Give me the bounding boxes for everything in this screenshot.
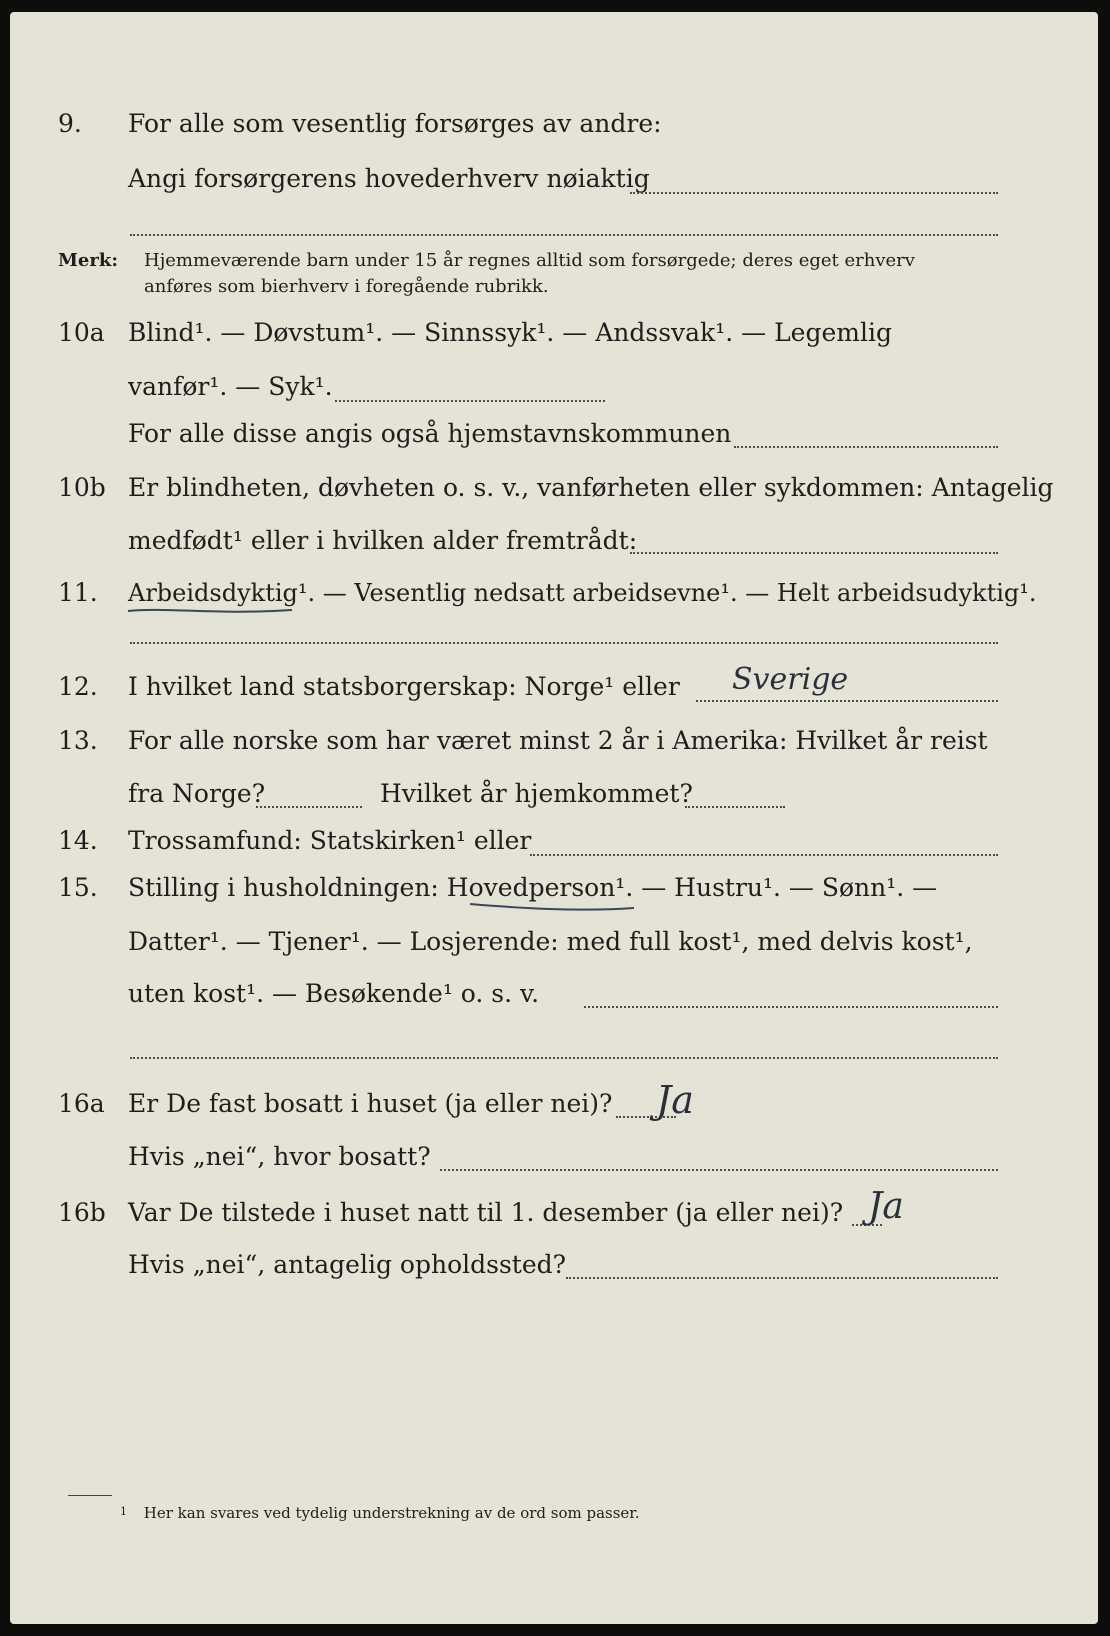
answer-field[interactable] [130,642,998,644]
footnote [120,1504,640,1522]
answer-field[interactable] [630,192,998,194]
footnote-mark: 1 [120,1505,127,1518]
item-number: 10a [58,318,105,347]
item-question: Stilling i husholdningen: Hovedperson¹. — Hustru¹. — Sønn¹. — [128,873,938,902]
item-question: Hvis „nei“, antagelig opholdssted? [128,1250,567,1279]
item-question: I hvilket land statsborgerskap: Norge¹ eller [128,672,680,701]
handwritten-answer: Ja [868,1186,904,1227]
item-number: 11. [58,578,98,607]
item-question: Angi forsørgerens hovederhverv nøiaktig [128,164,650,193]
item-question: Blind¹. — Døvstum¹. — Sinnssyk¹. — Andssvak¹. — Legemlig [128,318,892,347]
footnote-rule [68,1495,112,1496]
item-number: 10b [58,473,106,502]
item-question: Hvis „nei“, hvor bosatt? [128,1142,431,1171]
item-number: 9. [58,109,82,138]
answer-field[interactable] [734,446,998,448]
answer-field[interactable] [256,806,362,808]
handwritten-answer: Sverige [732,662,849,697]
answer-field[interactable] [584,1006,998,1008]
item-question: For alle norske som har været minst 2 år i Amerika: Hvilket år reist [128,726,988,755]
item-question: vanfør¹. — Syk¹. [128,372,333,401]
handwritten-answer: Ja [656,1078,694,1122]
item-number: 14. [58,826,98,855]
item-number: 15. [58,873,98,902]
merk-label: Merk: [58,250,118,271]
merk-note [58,248,915,274]
answer-field[interactable] [630,552,998,554]
merk-text: anføres som bierhverv i foregående rubrikk. [144,276,549,297]
footnote-text: Her kan svares ved tydelig understrekning av de ord som passer. [143,1504,640,1522]
item-question: For alle disse angis også hjemstavnskommunen [128,419,732,448]
merk-note-line2 [144,274,549,300]
answer-field[interactable] [440,1169,998,1171]
item-question: Trossamfund: Statskirken¹ eller [128,826,532,855]
answer-field[interactable] [130,234,998,236]
item-number: 13. [58,726,98,755]
item-question: fra Norge? [128,779,266,808]
item-question: medfødt¹ eller i hvilken alder fremtrådt: [128,526,638,555]
answer-field[interactable] [696,700,998,702]
handwritten-underline [126,605,296,617]
answer-field[interactable] [530,854,998,856]
item-number: 16a [58,1089,105,1118]
item-question: Var De tilstede i huset natt til 1. desember (ja eller nei)? [128,1198,844,1227]
merk-text: Hjemmeværende barn under 15 år regnes alltid som forsørgede; deres eget erhverv [144,250,915,271]
handwritten-underline [468,900,638,914]
item-question: Er blindheten, døvheten o. s. v., vanførheten eller sykdommen: Antagelig [128,473,1054,502]
item-question: uten kost¹. — Besøkende¹ o. s. v. [128,979,540,1008]
answer-field[interactable] [566,1277,998,1279]
item-question: For alle som vesentlig forsørges av andre: [128,109,662,138]
answer-field[interactable] [685,806,785,808]
item-question: Arbeidsdyktig¹. — Vesentlig nedsatt arbeidsevne¹. — Helt arbeidsudyktig¹. [128,579,1037,607]
item-question: Hvilket år hjemkommet? [380,779,693,808]
item-number: 12. [58,672,98,701]
item-question: Er De fast bosatt i huset (ja eller nei)? [128,1089,613,1118]
item-question: Datter¹. — Tjener¹. — Losjerende: med full kost¹, med delvis kost¹, [128,927,973,956]
item-number: 16b [58,1198,106,1227]
answer-field[interactable] [130,1057,998,1059]
answer-field[interactable] [335,400,605,402]
census-form-page [10,12,1098,1624]
